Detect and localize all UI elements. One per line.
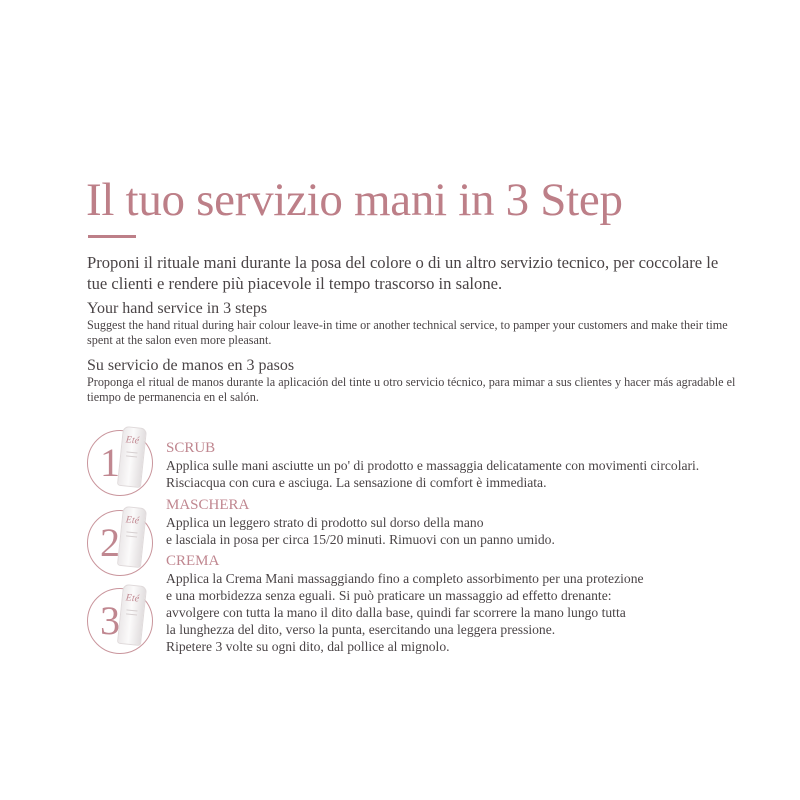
- step-1: [166, 440, 726, 491]
- step-3: [166, 553, 726, 655]
- step-3-badge: [87, 588, 153, 654]
- translation-text: Proponga el ritual de manos durante la aplicación del tinte u otro servicio técnico, para mimar a sus clientes y hacer más agradable el tiempo de permanencia en el salón.: [87, 375, 736, 404]
- step-2-badge: [87, 510, 153, 576]
- product-tube-image: [117, 506, 147, 568]
- product-logo: Eté: [125, 434, 140, 447]
- page-title: Il tuo servizio mani in 3 Step: [86, 174, 623, 226]
- product-tube-image: [117, 426, 147, 488]
- step-number: 2: [100, 520, 120, 565]
- translation-text: Suggest the hand ritual during hair colour leave-in time or another technical service, to pamper your customers and make their time spent at the salon even more pleasant.: [87, 318, 728, 347]
- step-text: Applica un leggero strato di prodotto sul dorso della mano e lasciala in posa per circa 15/20 minuti. Rimuovi con un panno umido.: [166, 515, 555, 547]
- step-number: 3: [100, 598, 120, 643]
- product-logo: Eté: [125, 514, 140, 527]
- translation-heading: Su servicio de manos en 3 pasos: [87, 357, 295, 374]
- title-underline: [88, 235, 136, 238]
- step-2: [166, 497, 726, 548]
- step-title: MASCHERA: [166, 497, 250, 513]
- product-tube-image: [117, 584, 147, 646]
- step-text: Applica la Crema Mani massaggiando fino a completo assorbimento per una protezione e una morbidezza senza eguali. Si può praticare un massaggio ad effetto drenante: avvolgere con tutta la mano il dito dalla base, quindi far scorrere la mano lungo tutta la lunghezza del dito, verso la punta, esercitando una leggera pressione. Ripetere 3 volte su ogni dito, dal pollice al mignolo.: [166, 571, 644, 654]
- step-1-badge: [87, 430, 153, 496]
- step-title: CREMA: [166, 553, 220, 569]
- step-title: SCRUB: [166, 440, 216, 456]
- translation-spanish: [87, 357, 737, 405]
- product-logo: Eté: [125, 592, 140, 605]
- translation-english: [87, 300, 737, 348]
- intro-text: Proponi il rituale mani durante la posa del colore o di un altro servizio tecnico, per coccolare le tue clienti e rendere più piacevole il tempo trascorso in salone.: [87, 253, 719, 293]
- translation-heading: Your hand service in 3 steps: [87, 300, 268, 317]
- step-text: Applica sulle mani asciutte un po' di prodotto e massaggia delicatamente con movimenti circolari. Risciacqua con cura e asciuga. La sensazione di comfort è immediata.: [166, 458, 700, 490]
- step-number: 1: [100, 440, 120, 485]
